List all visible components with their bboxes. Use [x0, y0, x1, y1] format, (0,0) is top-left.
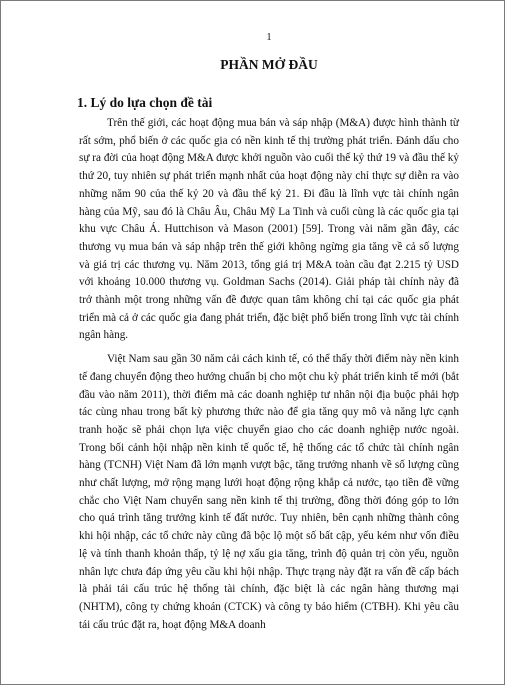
body-paragraph-2: Việt Nam sau gần 30 năm cải cách kinh tế, có thể thấy thời điểm này nền kinh tế đang chuyển động theo hướng chuẩn bị cho một chu kỳ phát triển kinh tế mới (bắt đầu vào năm 2011), thời điểm mà các doanh nghiệp tư nhân nội địa buộc phải hợp tác cùng nhau trong bất kỳ phương thức nào để gia tăng quy mô và năng lực cạnh tranh hoặc sẽ phải chọn lựa việc chuyển giao cho các doanh nghiệp nước ngoài. Trong bối cảnh hội nhập nền kinh tế quốc tế, hệ thống các tổ chức tài chính ngân hàng (TCNH) Việt Nam đã lớn mạnh vượt bậc, tăng trưởng nhanh về số lượng cũng như chất lượng, mở rộng mạng lưới hoạt động rộng khắp cả nước, tạo tiền đề vững chắc cho Việt Nam chuyển sang nền kinh tế thị trường, đồng thời đóng góp to lớn cho quá trình tăng trưởng kinh tế đất nước. Tuy nhiên, bên cạnh những thành công khi hội nhập, các tổ chức này cũng đã bộc lộ một số bất cập, yếu kém như vốn điều lệ và tính thanh khoản thấp, tỷ lệ nợ xấu gia tăng, trình độ quản trị còn yếu, nguồn nhân lực chưa đáp ứng yêu cầu khi hội nhập. Thực trạng này đặt ra vấn đề cấp bách là phải tái cấu trúc hệ thống tài chính, đặc biệt là các ngân hàng thương mại (NHTM), công ty chứng khoán (CTCK) và công ty bảo hiểm (CTBH). Khi yêu cầu tái cấu trúc đặt ra, hoạt động M&A doanh	[79, 353, 459, 631]
document-page	[79, 31, 459, 634]
body-paragraph-1: Trên thế giới, các hoạt động mua bán và sáp nhập (M&A) được hình thành từ rất sớm, phổ biến ở các quốc gia có nền kinh tế thị trường phát triển. Đánh dấu cho sự ra đời của hoạt động M&A được khởi nguồn vào cuối thế kỷ thứ 19 và đầu thế kỷ thứ 20, tuy nhiên sự phát triển mạnh nhất của hoạt động này chỉ thực sự diễn ra vào những năm 90 của thế kỷ 20 và đầu thế kỷ 21. Đi đầu là lĩnh vực tài chính ngân hàng của Mỹ, sau đó là Châu Âu, Châu Mỹ La Tinh và cuối cùng là các quốc gia tại khu vực Châu Á. Huttchison và Mason (2001) [59]. Trong vài năm gần đây, các thương vụ mua bán và sáp nhập trên thế giới không ngừng gia tăng về cả số lượng và giá trị các thương vụ. Năm 2013, tổng giá trị M&A toàn cầu đạt 2.215 tỷ USD với khoảng 10.000 thương vụ. Goldman Sachs (2014). Giải pháp tài chính này đã trở thành một trong những vấn đề được quan tâm không chỉ tại các quốc gia phát triển mà cả ở các quốc gia đang phát triển, đặc biệt phổ biến trong lĩnh vực tài chính ngân hàng.	[79, 117, 459, 342]
page-number: 1	[266, 32, 272, 43]
section-heading: 1. Lý do lựa chọn đề tài	[77, 95, 213, 110]
chapter-title: PHẦN MỞ ĐẦU	[220, 57, 318, 72]
